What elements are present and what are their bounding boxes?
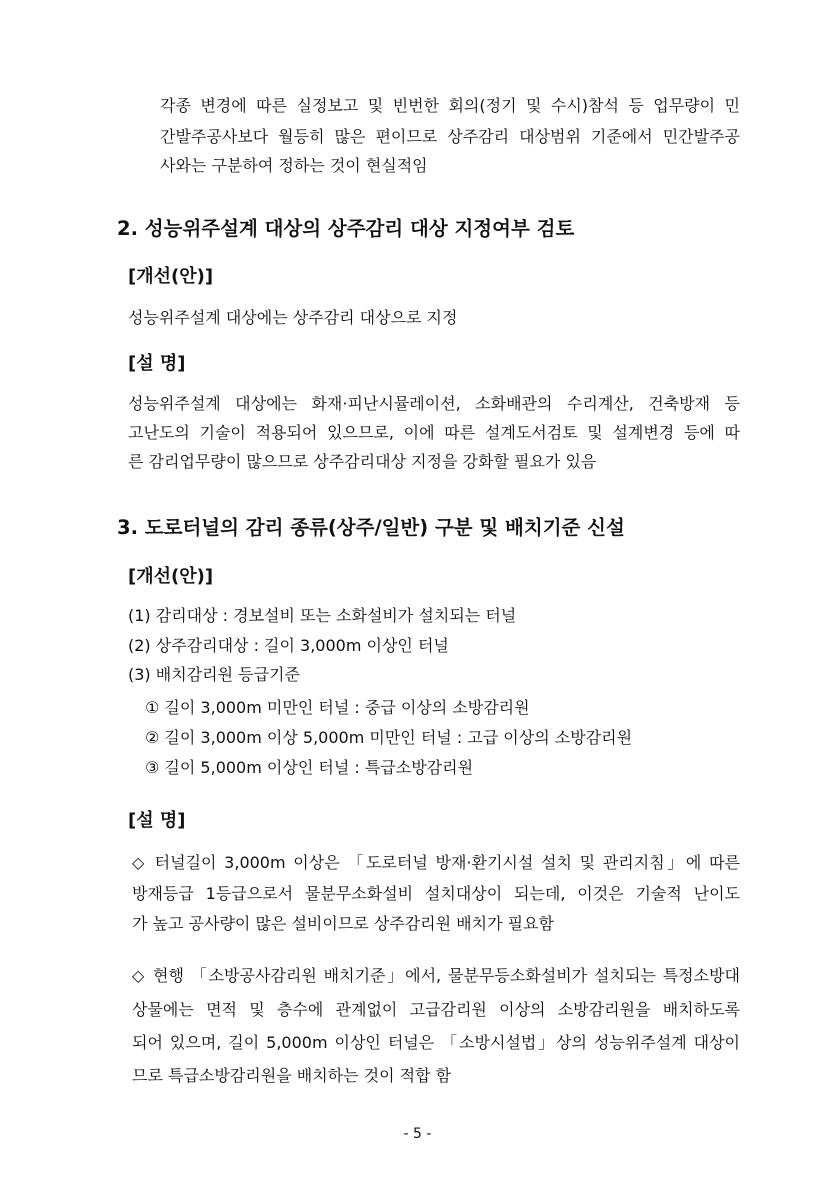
intro-line: 각종 변경에 따른 실정보고 및 빈번한 회의(정기 및 수시)참석 등 업무량이 민 [160,96,740,115]
section-2-explanation-line: 른 감리업무량이 많으므로 상주감리대상 지정을 강화할 필요가 있음 [128,452,597,471]
section-2-explanation-line: 성능위주설계 대상에는 화재·피난시뮬레이션, 소화배관의 수리계산, 건축방재 등 [128,394,740,413]
section-3-explanation-line: 므로 특급소방감리원을 배치하는 것이 적합 함 [132,1066,452,1085]
section-3-subitem: ② 길이 3,000m 이상 5,000m 미만인 터널 : 고급 이상의 소방감리원 [145,728,633,747]
section-2-title: 2. 성능위주설계 대상의 상주감리 대상 지정여부 검토 [117,217,575,240]
section-3-explanation-line: 상물에는 면적 및 층수에 관계없이 고급감리원 이상의 소방감리원을 배치하도록 [132,1000,740,1019]
intro-line: 간발주공사보다 월등히 많은 편이므로 상주감리 대상범위 기준에서 민간발주공 [160,127,740,146]
section-3-item: (2) 상주감리대상 : 길이 3,000m 이상인 터널 [128,636,449,655]
section-3-explanation-line: 가 높고 공사량이 많은 설비이므로 상주감리원 배치가 필요함 [132,914,555,933]
section-2-explanation-heading: [설 명] [128,353,186,374]
section-3-title: 3. 도로터널의 감리 종류(상주/일반) 구분 및 배치기준 신설 [117,516,625,539]
section-3-explanation-heading: [설 명] [128,810,186,831]
section-3-explanation-line: 되어 있으며, 길이 5,000m 이상인 터널은 「소방시설법」상의 성능위주설계 대상이 [132,1033,740,1052]
section-3-item: (1) 감리대상 : 경보설비 또는 소화설비가 설치되는 터널 [128,606,517,625]
section-2-improvement-heading: [개선(안)] [128,266,214,287]
intro-line: 사와는 구분하여 정하는 것이 현실적임 [160,156,428,175]
page-number: - 5 - [403,1126,432,1142]
section-3-improvement-heading: [개선(안)] [128,566,214,587]
section-3-subitem: ③ 길이 5,000m 이상인 터널 : 특급소방감리원 [145,758,474,777]
section-3-explanation-line: ◇ 현행 「소방공사감리원 배치기준」에서, 물분무등소화설비가 설치되는 특정소방대 [132,966,740,985]
section-3-explanation-line: ◇ 터널길이 3,000m 이상은 「도로터널 방재·환기시설 설치 및 관리지침」에 따른 [132,853,740,872]
section-2-improvement-text: 성능위주설계 대상에는 상주감리 대상으로 지정 [128,308,458,327]
section-2-explanation-line: 고난도의 기술이 적용되어 있으므로, 이에 따른 설계도서검토 및 설계변경 등에 따 [128,423,740,442]
section-3-explanation-line: 방재등급 1등급으로서 물분무소화설비 설치대상이 되는데, 이것은 기술적 난이도 [132,884,740,903]
section-3-item: (3) 배치감리원 등급기준 [128,665,300,684]
section-3-subitem: ① 길이 3,000m 미만인 터널 : 중급 이상의 소방감리원 [145,698,530,717]
